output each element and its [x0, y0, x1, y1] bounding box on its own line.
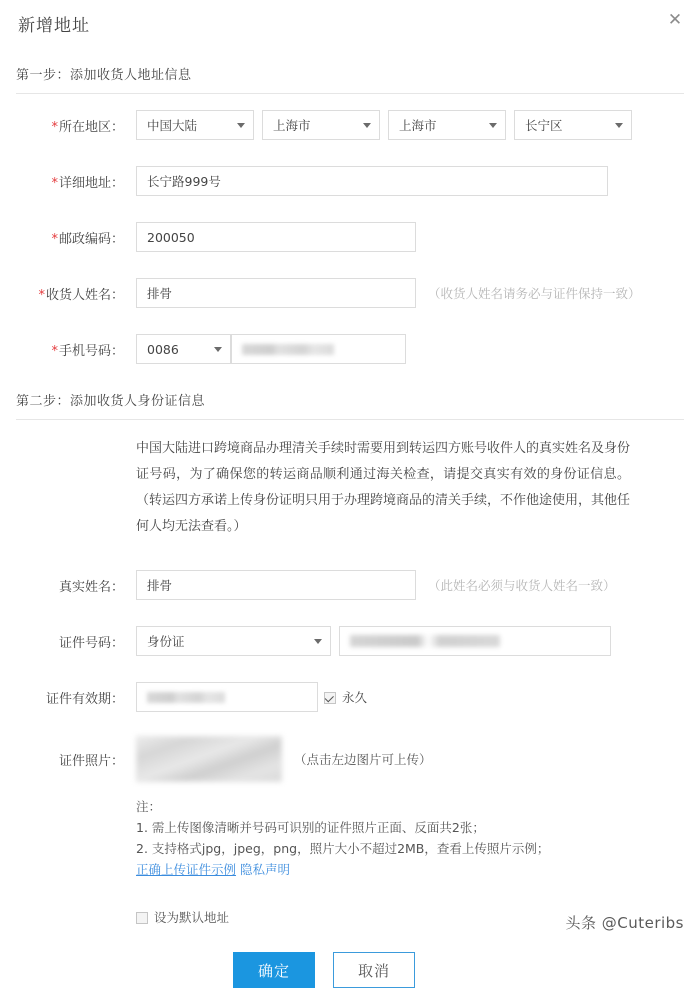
phone-number-redacted-value	[242, 344, 334, 355]
field-row-id-number	[0, 624, 700, 658]
field-row-id-photo	[0, 736, 700, 782]
required-asterisk: *	[51, 119, 58, 135]
receiver-name-label: *收货人姓名：	[38, 287, 124, 303]
notes-title: 注：	[136, 799, 162, 814]
id-photo-label: 证件照片：	[58, 754, 124, 769]
field-row-validity	[0, 680, 700, 714]
receiver-name-hint: （收货人姓名请务必与证件保持一致）	[428, 286, 641, 301]
detail-address-value: 长宁路999号	[147, 174, 221, 189]
page-title: 新增地址	[18, 15, 90, 36]
real-name-hint: （此姓名必须与收货人姓名一致）	[428, 578, 616, 593]
dialog-header	[0, 0, 700, 46]
field-row-receiver-name	[0, 276, 700, 310]
validity-label: 证件有效期：	[45, 691, 124, 707]
default-address-label: 设为默认地址	[154, 910, 230, 925]
id-type-label: 证件号码：	[58, 635, 124, 651]
privacy-statement-link[interactable]: 隐私声明	[240, 862, 291, 877]
real-name-value: 排骨	[147, 578, 173, 593]
region-province-select[interactable]	[262, 110, 380, 140]
postcode-input[interactable]	[136, 222, 416, 252]
field-row-detail-address	[0, 164, 700, 198]
id-photo-upload-thumbnail[interactable]	[136, 736, 282, 782]
dialog-actions	[0, 952, 700, 988]
phone-controls	[136, 334, 406, 364]
validity-controls	[136, 682, 367, 712]
region-city-value: 上海市	[399, 118, 437, 133]
cancel-button[interactable]: 取消	[333, 952, 415, 988]
region-district-value: 长宁区	[525, 118, 563, 133]
detail-address-input[interactable]	[136, 166, 608, 196]
region-country-value: 中国大陆	[147, 118, 198, 133]
id-photo-hint: （点击左边图片可上传）	[294, 752, 432, 767]
step1-form	[0, 94, 700, 366]
postcode-label: *邮政编码：	[51, 231, 124, 247]
field-row-postcode	[0, 220, 700, 254]
region-city-select[interactable]	[388, 110, 506, 140]
region-country-select[interactable]	[136, 110, 254, 140]
required-asterisk: *	[38, 287, 45, 303]
validity-redacted-value	[147, 692, 225, 703]
phone-country-code-value: 0086	[147, 341, 179, 357]
required-asterisk: *	[51, 231, 58, 247]
phone-country-code-select[interactable]	[136, 334, 231, 364]
receiver-name-input[interactable]	[136, 278, 416, 308]
upload-notes	[136, 796, 700, 880]
id-photo-controls	[136, 736, 432, 782]
region-label: *所在地区：	[51, 119, 124, 135]
notes-links	[136, 859, 700, 880]
id-type-value: 身份证	[147, 634, 185, 649]
id-number-input[interactable]	[339, 626, 611, 656]
real-name-input[interactable]	[136, 570, 416, 600]
chevron-down-icon	[615, 123, 623, 128]
required-asterisk: *	[51, 343, 58, 359]
notes-line-1: 1. 需上传图像清晰并号码可识别的证件照片正面、反面共2张；	[136, 820, 485, 835]
field-row-phone	[0, 332, 700, 366]
postcode-value: 200050	[147, 229, 195, 245]
field-row-region	[0, 108, 700, 142]
id-controls	[136, 626, 611, 656]
validity-date-input[interactable]	[136, 682, 318, 712]
id-type-select[interactable]	[136, 626, 331, 656]
detail-address-label: *详细地址：	[51, 175, 124, 191]
chevron-down-icon	[363, 123, 371, 128]
region-district-select[interactable]	[514, 110, 632, 140]
step2-divider	[16, 419, 684, 420]
step2-notice-text: 中国大陆进口跨境商品办理清关手续时需要用到转运四方账号收件人的真实姓名及身份证号码，为了确保您的转运商品顺利通过海关检查，请提交真实有效的身份证信息。（转运四方承诺上传身份证明只用于办理跨境商品的清关手续，不作他途使用，其他任何人均无法查看。）	[136, 441, 631, 534]
step2-heading: 第二步：添加收货人身份证信息	[16, 394, 206, 409]
chevron-down-icon	[489, 123, 497, 128]
step1-heading: 第一步：添加收货人地址信息	[16, 68, 192, 83]
chevron-down-icon	[237, 123, 245, 128]
forever-label: 永久	[342, 690, 368, 705]
required-asterisk: *	[51, 175, 58, 191]
region-selects	[136, 110, 632, 140]
phone-label: *手机号码：	[51, 343, 124, 359]
forever-checkbox[interactable]	[324, 692, 336, 704]
default-address-checkbox[interactable]	[136, 912, 148, 924]
region-province-value: 上海市	[273, 118, 311, 133]
field-row-real-name	[0, 568, 700, 602]
receiver-name-value: 排骨	[147, 286, 173, 301]
watermark: 头条 @Cuteribs	[565, 914, 684, 932]
close-icon[interactable]: ✕	[667, 9, 683, 29]
real-name-label: 真实姓名：	[58, 579, 124, 595]
phone-number-input[interactable]	[231, 334, 406, 364]
id-number-redacted-value	[350, 635, 500, 647]
chevron-down-icon	[214, 347, 222, 352]
correct-upload-example-link[interactable]: 正确上传证件示例	[136, 862, 237, 877]
confirm-button[interactable]: 确定	[233, 952, 315, 988]
chevron-down-icon	[314, 639, 322, 644]
notes-line-2: 2. 支持格式jpg，jpeg，png，照片大小不超过2MB，查看上传照片示例；	[136, 841, 550, 856]
